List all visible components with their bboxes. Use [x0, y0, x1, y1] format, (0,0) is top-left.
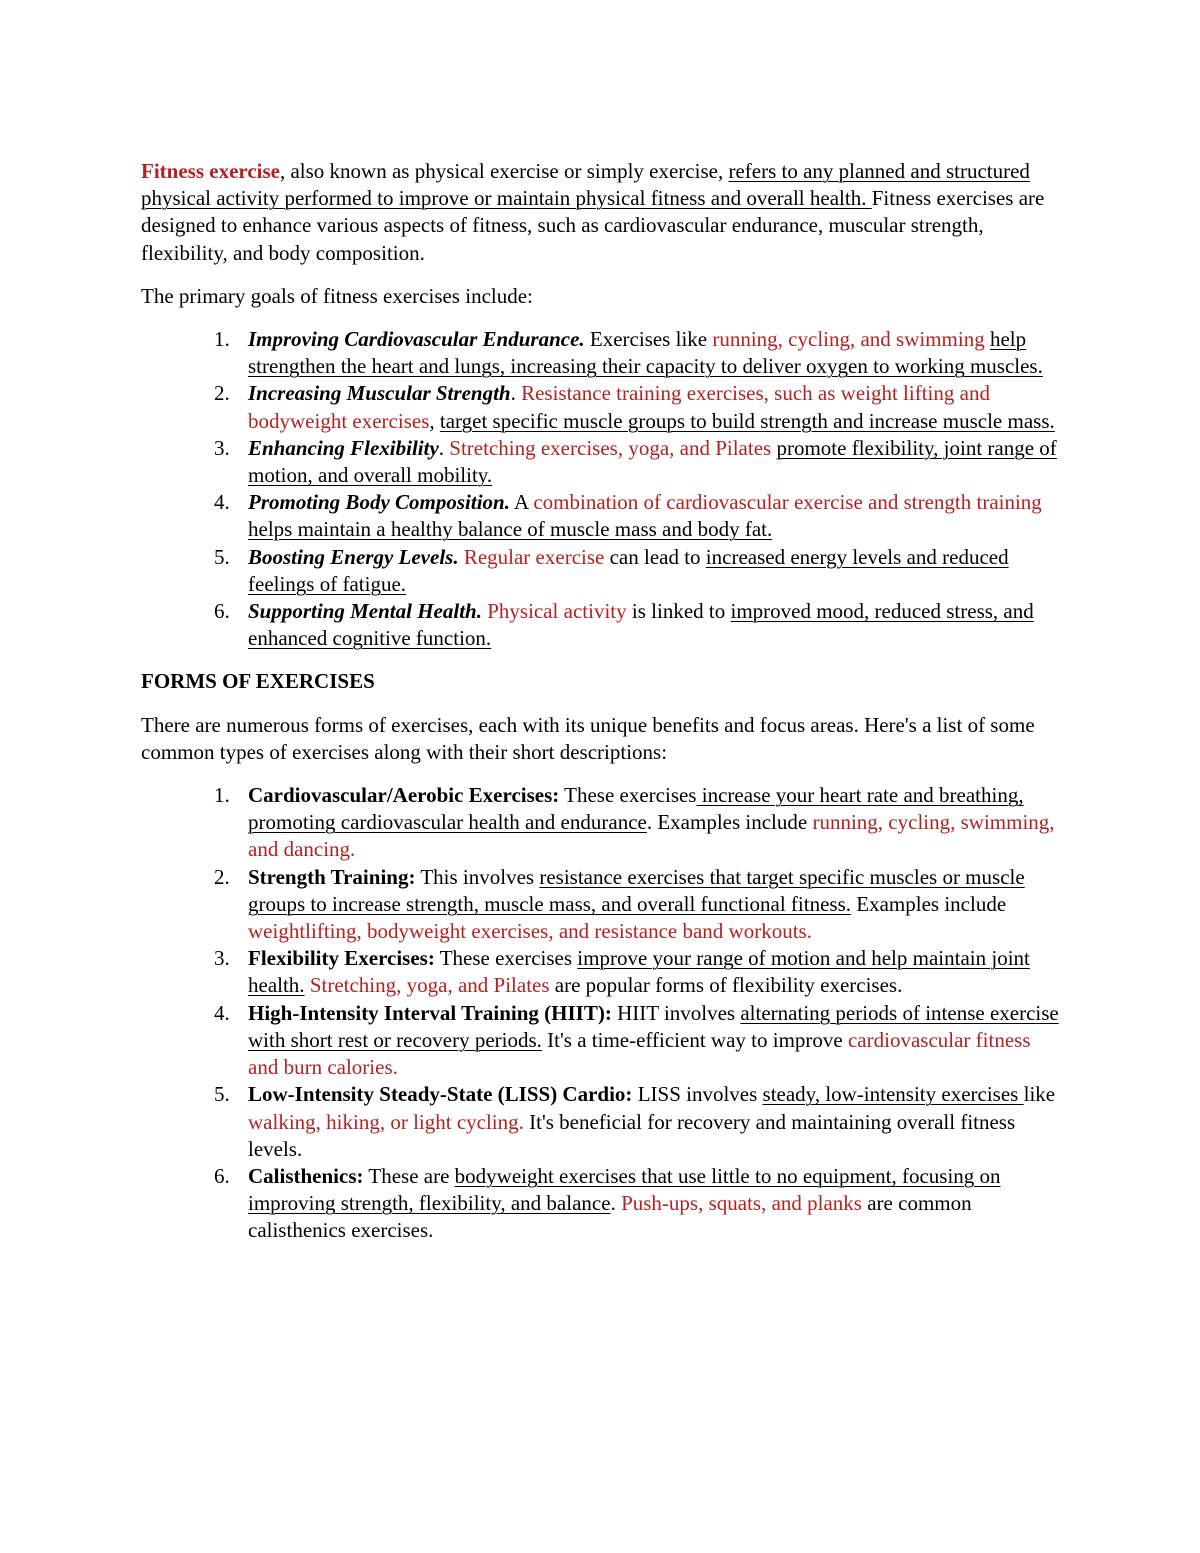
- form-text: It's a time-efficient way to improve: [541, 1027, 848, 1052]
- goal-red-text: Stretching exercises, yoga, and Pilates: [449, 435, 772, 460]
- list-item-goal-3: [141, 435, 1061, 489]
- form-text: .: [610, 1191, 622, 1216]
- list-number: 4.: [214, 490, 230, 515]
- goal-red-text: combination of cardiovascular exercise and strength training: [533, 490, 1042, 515]
- forms-list: [141, 782, 1061, 1244]
- list-item-form-1: [141, 782, 1061, 864]
- list-item-form-3: [141, 945, 1061, 999]
- form-text: These are: [363, 1163, 455, 1188]
- form-text: These exercises: [434, 946, 578, 971]
- goal-title: Improving Cardiovascular Endurance.: [248, 327, 585, 352]
- list-item-form-5: [141, 1081, 1061, 1163]
- goals-intro: The primary goals of fitness exercises include:: [141, 283, 533, 308]
- form-text: HIIT involves: [611, 1000, 741, 1025]
- intro-text-1: , also known as physical exercise or simply exercise,: [279, 159, 729, 183]
- form-title: Low-Intensity Steady-State (LISS) Cardio:: [248, 1082, 633, 1107]
- form-underlined-text: bodyweight exercises that use little to no equipment, focusing on improving strength, flexibility, and balance: [248, 1163, 1001, 1216]
- goal-title: Supporting Mental Health.: [248, 599, 482, 624]
- form-red-text: Stretching, yoga, and Pilates: [309, 973, 550, 998]
- form-title: High-Intensity Interval Training (HIIT):: [248, 1000, 612, 1025]
- goal-text: is linked to: [626, 599, 731, 624]
- list-number: 1.: [214, 783, 230, 808]
- form-red-text: running, cycling, swimming, and dancing.: [248, 810, 1055, 862]
- list-number: 6.: [214, 599, 230, 624]
- goal-title: Increasing Muscular Strength: [248, 381, 511, 406]
- goal-red-text: Regular exercise: [463, 544, 605, 569]
- goal-title: Promoting Body Composition.: [248, 490, 510, 515]
- list-number: 6.: [214, 1163, 230, 1188]
- form-red-text: cardiovascular fitness and burn calories.: [248, 1027, 1031, 1080]
- form-red-text: walking, hiking, or light cycling.: [248, 1109, 524, 1134]
- list-number: 5.: [214, 544, 230, 569]
- form-red-text: Push-ups, squats, and planks: [621, 1191, 862, 1216]
- goal-title: Boosting Energy Levels.: [248, 544, 459, 569]
- list-item-form-4: [141, 1000, 1061, 1082]
- form-title: Calisthenics:: [248, 1163, 364, 1188]
- list-number: 5.: [214, 1082, 230, 1107]
- form-text: LISS involves: [632, 1082, 763, 1107]
- form-text: These exercises: [559, 783, 697, 808]
- goal-underlined-text: target specific muscle groups to build strength and increase muscle mass.: [439, 408, 1055, 433]
- goal-text: .: [510, 381, 522, 406]
- goal-text: A: [509, 490, 534, 515]
- intro-text-2: Fitness exercises are designed to enhance various aspects of fitness, such as cardiovascular endurance, muscular strength, flexibility, and body composition.: [141, 186, 1045, 265]
- intro-underlined-definition: refers to any planned and structured physical activity performed to improve or maintain physical fitness and overall health.: [141, 159, 1030, 211]
- goal-red-text: running, cycling, and swimming: [712, 327, 985, 352]
- form-underlined-text: increase your heart rate and breathing, promoting cardiovascular health and endurance: [248, 783, 1024, 835]
- list-item-form-2: [141, 864, 1061, 946]
- goal-text: ,: [429, 408, 440, 433]
- form-title: Flexibility Exercises:: [248, 946, 435, 971]
- goal-red-text: Physical activity: [487, 599, 627, 624]
- list-number: 2.: [214, 864, 230, 889]
- forms-intro: There are numerous forms of exercises, each with its unique benefits and focus areas. Here's a list of some common types of exercises along with their short descriptions:: [141, 712, 1035, 764]
- goal-underlined-text: increased energy levels and reduced feelings of fatigue.: [248, 544, 1009, 596]
- form-underlined-text: alternating periods of intense exercise with short rest or recovery periods.: [248, 1000, 1059, 1052]
- form-underlined-text: improve your range of motion and help maintain joint health.: [248, 946, 1030, 998]
- list-item-goal-4: [141, 489, 1061, 543]
- list-number: 4.: [214, 1000, 230, 1025]
- document-page: [141, 158, 1061, 1261]
- section-heading: FORMS OF EXERCISES: [141, 669, 375, 694]
- goal-red-text: Resistance training exercises, such as weight lifting and bodyweight exercises: [248, 381, 990, 433]
- goal-underlined-text: help strengthen the heart and lungs, increasing their capacity to deliver oxygen to working muscles.: [248, 327, 1043, 379]
- list-number: 2.: [214, 381, 230, 406]
- form-text: Examples include: [851, 891, 1007, 916]
- form-red-text: weightlifting, bodyweight exercises, and resistance band workouts.: [248, 919, 812, 944]
- goals-list: [141, 326, 1061, 652]
- goal-text: can lead to: [604, 544, 706, 569]
- form-text: are common calisthenics exercises.: [248, 1191, 972, 1243]
- list-number: 1.: [214, 327, 230, 352]
- goal-underlined-text: improved mood, reduced stress, and enhanced cognitive function.: [248, 599, 1034, 651]
- list-item-goal-5: [141, 544, 1061, 598]
- form-text: like: [1023, 1082, 1056, 1107]
- goal-text: Exercises like: [584, 327, 713, 352]
- form-underlined-text: steady, low-intensity exercises: [762, 1082, 1024, 1107]
- goal-underlined-text: promote flexibility, joint range of motion, and overall mobility.: [248, 435, 1057, 488]
- form-text: It's beneficial for recovery and maintaining overall fitness levels.: [248, 1109, 1016, 1161]
- form-title: Strength Training:: [248, 864, 416, 889]
- goal-title: Enhancing Flexibility: [248, 435, 439, 460]
- list-item-form-6: [141, 1163, 1061, 1245]
- form-text: . Examples include: [646, 810, 813, 835]
- form-text: This involves: [415, 864, 540, 889]
- form-underlined-text: resistance exercises that target specific muscles or muscle groups to increase strength, muscle mass, and overall functional fitness.: [248, 864, 1025, 916]
- goal-underlined-text: helps maintain a healthy balance of muscle mass and body fat.: [248, 517, 773, 542]
- intro-paragraph: [141, 158, 1061, 267]
- list-number: 3.: [214, 435, 230, 460]
- form-text: are popular forms of flexibility exercises.: [549, 973, 903, 998]
- list-item-goal-2: [141, 380, 1061, 434]
- form-title: Cardiovascular/Aerobic Exercises:: [248, 783, 560, 808]
- list-number: 3.: [214, 946, 230, 971]
- list-item-goal-1: [141, 326, 1061, 380]
- list-item-goal-6: [141, 598, 1061, 652]
- goal-text: .: [438, 435, 450, 460]
- intro-term: Fitness exercise: [141, 159, 280, 183]
